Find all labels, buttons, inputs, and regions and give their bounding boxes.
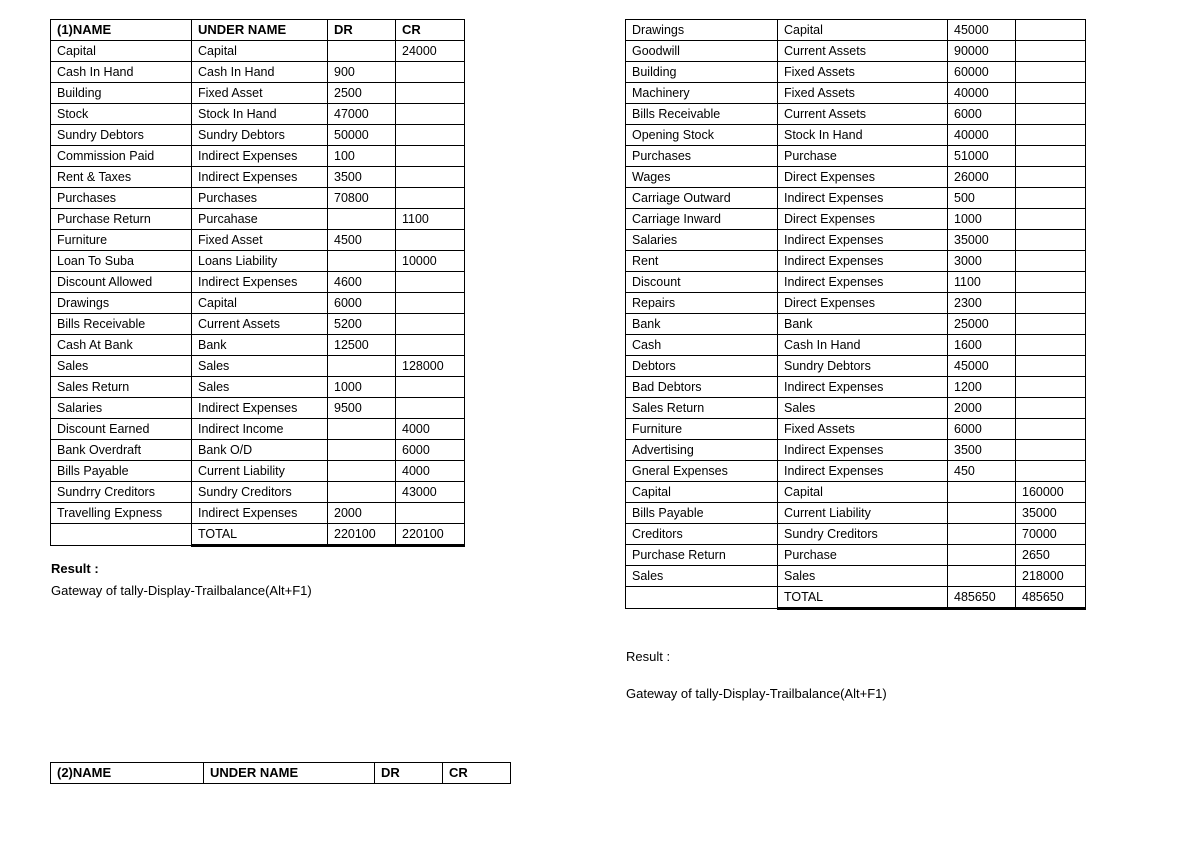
cell-name: Wages: [626, 167, 778, 188]
table-row: [626, 251, 1086, 272]
cell-dr: 3000: [948, 251, 1016, 272]
cell-name: Sales Return: [51, 377, 192, 398]
cell-dr: 12500: [328, 335, 396, 356]
cell-dr: 40000: [948, 83, 1016, 104]
cell-dr: [948, 566, 1016, 587]
cell-dr: 6000: [948, 419, 1016, 440]
cell-dr: 70800: [328, 188, 396, 209]
header-cr: CR: [443, 763, 511, 784]
cell-dr: 220100: [328, 524, 396, 546]
cell-under-name: Purchase: [778, 146, 948, 167]
table-row: [626, 41, 1086, 62]
table-row: [626, 314, 1086, 335]
header-dr: DR: [375, 763, 443, 784]
cell-under-name: Direct Expenses: [778, 293, 948, 314]
cell-cr: [396, 188, 465, 209]
cell-cr: [1016, 419, 1086, 440]
cell-cr: [396, 293, 465, 314]
table-row: [626, 146, 1086, 167]
cell-name: Cash At Bank: [51, 335, 192, 356]
cell-under-name: Bank: [192, 335, 328, 356]
cell-name: Goodwill: [626, 41, 778, 62]
table-row: [626, 188, 1086, 209]
cell-name: Bills Payable: [626, 503, 778, 524]
cell-cr: 10000: [396, 251, 465, 272]
cell-dr: 3500: [948, 440, 1016, 461]
cell-dr: [328, 419, 396, 440]
cell-name: Sundry Debtors: [51, 125, 192, 146]
total-label: TOTAL: [778, 587, 948, 609]
cell-cr: 220100: [396, 524, 465, 546]
cell-dr: 6000: [328, 293, 396, 314]
cell-under-name: Current Liability: [778, 503, 948, 524]
cell-dr: 90000: [948, 41, 1016, 62]
cell-name: Repairs: [626, 293, 778, 314]
cell-cr: [1016, 230, 1086, 251]
table-row: [626, 440, 1086, 461]
table-row: [51, 419, 465, 440]
cell-cr: [1016, 335, 1086, 356]
table-row: [626, 461, 1086, 482]
cell-dr: 47000: [328, 104, 396, 125]
trial-balance-table-1: [50, 19, 465, 547]
table-row: [626, 524, 1086, 545]
cell-dr: 51000: [948, 146, 1016, 167]
cell-name: Travelling Expness: [51, 503, 192, 524]
table-row: [51, 377, 465, 398]
cell-dr: [328, 41, 396, 62]
cell-dr: [948, 503, 1016, 524]
cell-name: [626, 587, 778, 609]
cell-under-name: Indirect Expenses: [778, 188, 948, 209]
cell-under-name: Indirect Expenses: [778, 461, 948, 482]
table-row: [626, 419, 1086, 440]
cell-under-name: Stock In Hand: [778, 125, 948, 146]
cell-name: Cash: [626, 335, 778, 356]
cell-under-name: Current Liability: [192, 461, 328, 482]
table-row: [51, 104, 465, 125]
cell-under-name: Sundry Creditors: [778, 524, 948, 545]
table-row: [626, 503, 1086, 524]
cell-cr: [396, 503, 465, 524]
cell-dr: 485650: [948, 587, 1016, 609]
cell-dr: 500: [948, 188, 1016, 209]
cell-under-name: Indirect Expenses: [778, 377, 948, 398]
table-row: [51, 398, 465, 419]
cell-dr: 40000: [948, 125, 1016, 146]
cell-name: Rent: [626, 251, 778, 272]
cell-name: Capital: [626, 482, 778, 503]
cell-under-name: Indirect Expenses: [192, 272, 328, 293]
table-row: [51, 125, 465, 146]
table-row: [626, 104, 1086, 125]
cell-under-name: Sales: [192, 377, 328, 398]
cell-name: Cash In Hand: [51, 62, 192, 83]
cell-under-name: Direct Expenses: [778, 167, 948, 188]
cell-under-name: Fixed Asset: [192, 230, 328, 251]
cell-cr: [1016, 104, 1086, 125]
cell-dr: 2000: [328, 503, 396, 524]
cell-under-name: Current Assets: [778, 104, 948, 125]
cell-name: [51, 524, 192, 546]
cell-under-name: Purcahase: [192, 209, 328, 230]
cell-cr: [1016, 167, 1086, 188]
cell-dr: 1000: [328, 377, 396, 398]
cell-under-name: Capital: [192, 41, 328, 62]
table-row: [626, 167, 1086, 188]
cell-under-name: Current Assets: [778, 41, 948, 62]
cell-dr: 1000: [948, 209, 1016, 230]
cell-name: Bills Receivable: [626, 104, 778, 125]
cell-cr: [396, 83, 465, 104]
cell-name: Advertising: [626, 440, 778, 461]
cell-under-name: Stock In Hand: [192, 104, 328, 125]
table-row: [626, 230, 1086, 251]
cell-name: Discount Allowed: [51, 272, 192, 293]
cell-dr: 100: [328, 146, 396, 167]
cell-name: Machinery: [626, 83, 778, 104]
table-row: [626, 272, 1086, 293]
cell-cr: [1016, 62, 1086, 83]
cell-name: Bills Receivable: [51, 314, 192, 335]
cell-cr: [1016, 125, 1086, 146]
cell-cr: 4000: [396, 419, 465, 440]
cell-cr: 43000: [396, 482, 465, 503]
cell-cr: [1016, 293, 1086, 314]
cell-cr: [396, 104, 465, 125]
cell-cr: [396, 314, 465, 335]
cell-dr: 1600: [948, 335, 1016, 356]
table-row: [51, 356, 465, 377]
cell-under-name: Loans Liability: [192, 251, 328, 272]
cell-dr: 45000: [948, 20, 1016, 41]
cell-name: Rent & Taxes: [51, 167, 192, 188]
cell-cr: [396, 230, 465, 251]
cell-name: Gneral Expenses: [626, 461, 778, 482]
cell-cr: 2650: [1016, 545, 1086, 566]
cell-name: Commission Paid: [51, 146, 192, 167]
cell-dr: 1200: [948, 377, 1016, 398]
cell-under-name: Capital: [778, 20, 948, 41]
cell-under-name: Sales: [778, 398, 948, 419]
cell-dr: [328, 209, 396, 230]
cell-dr: 60000: [948, 62, 1016, 83]
cell-cr: [1016, 356, 1086, 377]
cell-name: Sales Return: [626, 398, 778, 419]
cell-name: Discount Earned: [51, 419, 192, 440]
table-header-row: [51, 763, 511, 784]
cell-under-name: Sundry Debtors: [778, 356, 948, 377]
cell-cr: 160000: [1016, 482, 1086, 503]
total-row: [626, 587, 1086, 609]
table-row: [51, 314, 465, 335]
cell-under-name: Indirect Expenses: [778, 251, 948, 272]
table-row: [626, 293, 1086, 314]
cell-name: Salaries: [51, 398, 192, 419]
result-label-2: Result :: [626, 649, 671, 664]
table-row: [51, 482, 465, 503]
cell-name: Creditors: [626, 524, 778, 545]
cell-name: Capital: [51, 41, 192, 62]
cell-dr: 4600: [328, 272, 396, 293]
cell-name: Purchases: [626, 146, 778, 167]
cell-cr: [1016, 461, 1086, 482]
cell-under-name: Fixed Asset: [192, 83, 328, 104]
table-row: [51, 293, 465, 314]
cell-name: Debtors: [626, 356, 778, 377]
cell-dr: 1100: [948, 272, 1016, 293]
cell-cr: [396, 146, 465, 167]
cell-under-name: Capital: [192, 293, 328, 314]
cell-name: Bank: [626, 314, 778, 335]
table-row: [51, 251, 465, 272]
table-row: [626, 482, 1086, 503]
cell-under-name: Indirect Expenses: [192, 503, 328, 524]
cell-cr: 24000: [396, 41, 465, 62]
cell-name: Stock: [51, 104, 192, 125]
table-row: [51, 188, 465, 209]
cell-name: Carriage Inward: [626, 209, 778, 230]
cell-under-name: Current Assets: [192, 314, 328, 335]
cell-name: Building: [626, 62, 778, 83]
cell-dr: [328, 251, 396, 272]
cell-dr: [948, 545, 1016, 566]
cell-under-name: Fixed Assets: [778, 83, 948, 104]
cell-under-name: Sundry Creditors: [192, 482, 328, 503]
header-name: (2)NAME: [51, 763, 204, 784]
table-row: [51, 209, 465, 230]
table-row: [51, 167, 465, 188]
table-row: [51, 230, 465, 251]
cell-name: Purchases: [51, 188, 192, 209]
cell-under-name: Cash In Hand: [778, 335, 948, 356]
cell-cr: 128000: [396, 356, 465, 377]
cell-cr: [396, 272, 465, 293]
cell-name: Furniture: [626, 419, 778, 440]
cell-dr: 3500: [328, 167, 396, 188]
cell-dr: 2000: [948, 398, 1016, 419]
cell-under-name: Bank O/D: [192, 440, 328, 461]
cell-cr: [1016, 20, 1086, 41]
cell-cr: [1016, 209, 1086, 230]
table-row: [626, 398, 1086, 419]
cell-dr: 5200: [328, 314, 396, 335]
header-under-name: UNDER NAME: [204, 763, 375, 784]
table-row: [51, 503, 465, 524]
cell-name: Discount: [626, 272, 778, 293]
cell-cr: [1016, 440, 1086, 461]
cell-under-name: Indirect Expenses: [192, 167, 328, 188]
result-path-2: Gateway of tally-Display-Trailbalance(Alt+F1): [626, 686, 887, 701]
cell-cr: [1016, 377, 1086, 398]
cell-dr: 50000: [328, 125, 396, 146]
cell-name: Bank Overdraft: [51, 440, 192, 461]
result-label-1: Result :: [51, 561, 99, 576]
table-row: [626, 356, 1086, 377]
cell-under-name: Indirect Expenses: [778, 440, 948, 461]
cell-cr: [1016, 314, 1086, 335]
cell-cr: [1016, 83, 1086, 104]
table-row: [626, 209, 1086, 230]
table-row: [626, 335, 1086, 356]
cell-dr: 900: [328, 62, 396, 83]
cell-under-name: Indirect Income: [192, 419, 328, 440]
cell-cr: [1016, 398, 1086, 419]
trial-balance-table-header-2: [50, 762, 511, 784]
cell-under-name: Sales: [192, 356, 328, 377]
cell-cr: [1016, 272, 1086, 293]
cell-name: Drawings: [626, 20, 778, 41]
cell-cr: [396, 125, 465, 146]
header-dr: DR: [328, 20, 396, 41]
cell-dr: 2300: [948, 293, 1016, 314]
cell-dr: 9500: [328, 398, 396, 419]
cell-cr: 70000: [1016, 524, 1086, 545]
cell-dr: [328, 482, 396, 503]
table-row: [626, 83, 1086, 104]
cell-cr: 6000: [396, 440, 465, 461]
table-header-row: [51, 20, 465, 41]
table-row: [51, 335, 465, 356]
cell-under-name: Bank: [778, 314, 948, 335]
cell-under-name: Indirect Expenses: [192, 398, 328, 419]
cell-cr: 4000: [396, 461, 465, 482]
cell-cr: [1016, 251, 1086, 272]
cell-dr: 2500: [328, 83, 396, 104]
cell-dr: [328, 356, 396, 377]
table-row: [51, 440, 465, 461]
cell-dr: 35000: [948, 230, 1016, 251]
cell-dr: [328, 440, 396, 461]
table-row: [51, 62, 465, 83]
table-row: [51, 41, 465, 62]
cell-cr: 35000: [1016, 503, 1086, 524]
cell-under-name: Indirect Expenses: [778, 230, 948, 251]
cell-dr: [948, 524, 1016, 545]
cell-name: Drawings: [51, 293, 192, 314]
cell-name: Bad Debtors: [626, 377, 778, 398]
table-row: [626, 566, 1086, 587]
cell-cr: [396, 398, 465, 419]
cell-dr: 6000: [948, 104, 1016, 125]
cell-dr: 45000: [948, 356, 1016, 377]
cell-dr: 4500: [328, 230, 396, 251]
cell-cr: 218000: [1016, 566, 1086, 587]
header-name: (1)NAME: [51, 20, 192, 41]
table-row: [51, 146, 465, 167]
cell-dr: [948, 482, 1016, 503]
table-row: [51, 83, 465, 104]
cell-name: Sales: [626, 566, 778, 587]
cell-name: Sundrry Creditors: [51, 482, 192, 503]
cell-under-name: Fixed Assets: [778, 62, 948, 83]
table-row: [626, 125, 1086, 146]
total-label: TOTAL: [192, 524, 328, 546]
trial-balance-table-2: [625, 19, 1086, 610]
cell-under-name: Indirect Expenses: [778, 272, 948, 293]
cell-name: Bills Payable: [51, 461, 192, 482]
cell-cr: [1016, 146, 1086, 167]
cell-under-name: Direct Expenses: [778, 209, 948, 230]
cell-cr: 485650: [1016, 587, 1086, 609]
cell-under-name: Purchases: [192, 188, 328, 209]
cell-name: Furniture: [51, 230, 192, 251]
table-row: [51, 461, 465, 482]
cell-cr: [1016, 41, 1086, 62]
cell-dr: 450: [948, 461, 1016, 482]
cell-name: Opening Stock: [626, 125, 778, 146]
cell-cr: [396, 377, 465, 398]
table-row: [626, 377, 1086, 398]
cell-under-name: Capital: [778, 482, 948, 503]
cell-name: Purchase Return: [626, 545, 778, 566]
result-path-1: Gateway of tally-Display-Trailbalance(Alt+F1): [51, 583, 312, 598]
header-cr: CR: [396, 20, 465, 41]
cell-cr: [396, 167, 465, 188]
cell-name: Salaries: [626, 230, 778, 251]
cell-under-name: Fixed Assets: [778, 419, 948, 440]
cell-name: Sales: [51, 356, 192, 377]
table-row: [626, 545, 1086, 566]
table-row: [626, 20, 1086, 41]
cell-under-name: Cash In Hand: [192, 62, 328, 83]
cell-dr: [328, 461, 396, 482]
cell-name: Building: [51, 83, 192, 104]
cell-under-name: Purchase: [778, 545, 948, 566]
cell-under-name: Indirect Expenses: [192, 146, 328, 167]
cell-under-name: Sundry Debtors: [192, 125, 328, 146]
cell-name: Loan To Suba: [51, 251, 192, 272]
total-row: [51, 524, 465, 546]
header-under-name: UNDER NAME: [192, 20, 328, 41]
cell-name: Purchase Return: [51, 209, 192, 230]
cell-cr: [1016, 188, 1086, 209]
cell-dr: 26000: [948, 167, 1016, 188]
cell-dr: 25000: [948, 314, 1016, 335]
table-row: [51, 272, 465, 293]
cell-cr: [396, 335, 465, 356]
cell-under-name: Sales: [778, 566, 948, 587]
cell-name: Carriage Outward: [626, 188, 778, 209]
table-row: [626, 62, 1086, 83]
cell-cr: 1100: [396, 209, 465, 230]
cell-cr: [396, 62, 465, 83]
